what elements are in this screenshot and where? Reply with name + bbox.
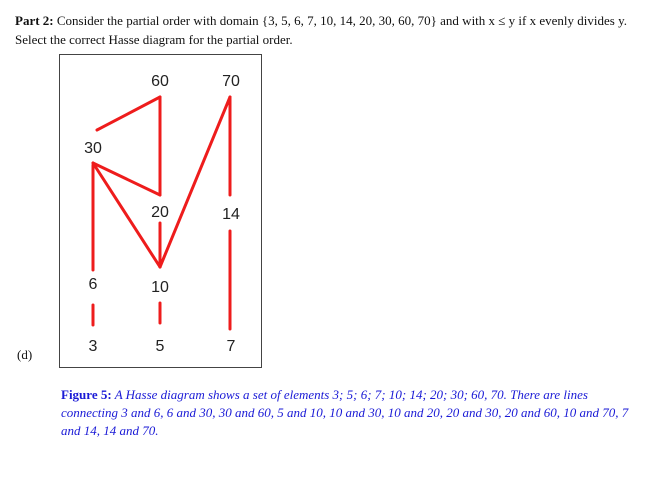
question-body: Consider the partial order with domain {3, 5, 6, 7, 10, 14, 20, 30, 60, 70} and with x ≤ y if x evenly divides y. Select the correct Hasse diagram for the partial order.	[15, 13, 627, 47]
edge-10-70	[160, 97, 230, 267]
question-part-label: Part 2:	[15, 13, 54, 28]
node-5: 5	[155, 338, 165, 355]
hasse-diagram-canvas	[60, 55, 263, 369]
node-20: 20	[151, 204, 169, 221]
edge-30-60	[97, 97, 160, 130]
option-label[interactable]: (d)	[17, 347, 33, 362]
node-60: 60	[151, 73, 169, 90]
node-10: 10	[151, 279, 169, 296]
node-6: 6	[88, 276, 98, 293]
node-70: 70	[222, 73, 240, 90]
node-3: 3	[88, 338, 98, 355]
hasse-diagram[interactable]	[59, 54, 262, 368]
node-14: 14	[222, 206, 240, 223]
figure-caption	[61, 386, 646, 440]
node-7: 7	[226, 338, 236, 355]
figure-caption-text: A Hasse diagram shows a set of elements 3; 5; 6; 7; 10; 14; 20; 30; 60, 70. There are lines connecting 3 and 6, 6 and 30, 30 and 60, 5 and 10, 10 and 30, 10 and 20, 20 and 30, 20 and 60, 10 and 70, 7 and 14, 14 and 70.	[61, 387, 629, 438]
question-text	[15, 11, 655, 49]
node-30: 30	[84, 140, 102, 157]
figure-label: Figure 5:	[61, 387, 112, 402]
